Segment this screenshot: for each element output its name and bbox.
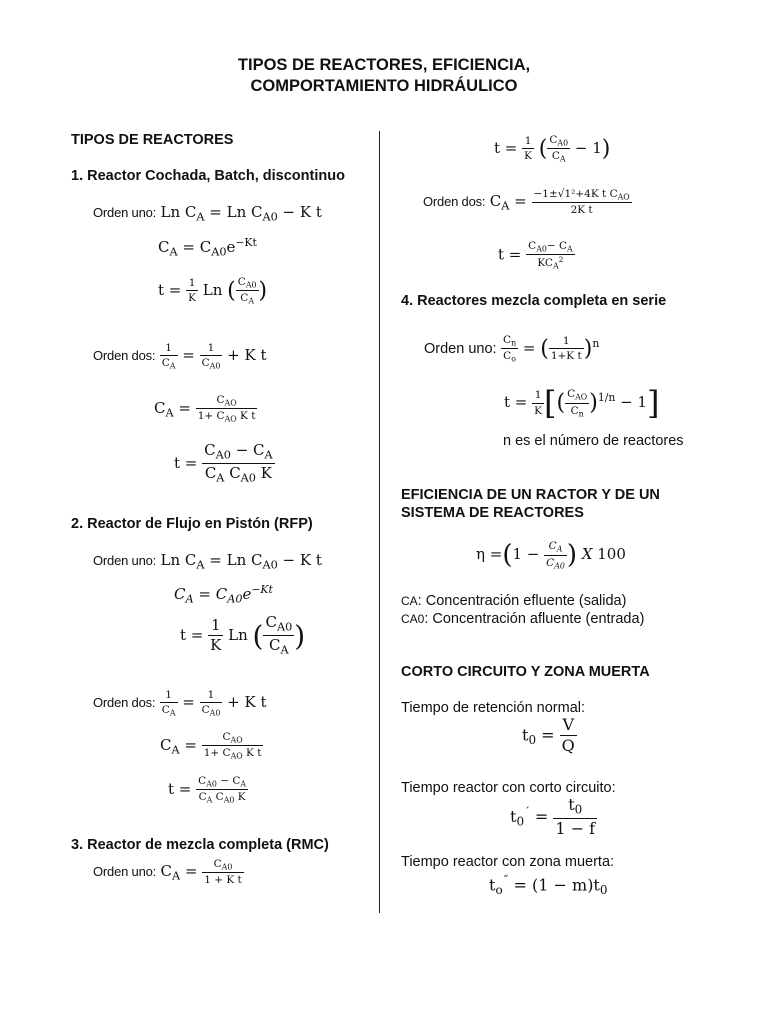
r1-eq-order2: Orden dos: $\frac{1}{C_A}$ = $\frac{1}{C_{A0}}$ + K t: [93, 342, 267, 371]
ca-definition: CA: Concentración efluente (salida): [401, 593, 627, 609]
r3-eq-order1: Orden uno: $C_A$ = $\frac{C_{A0}}{\text{1 + K t}}$: [93, 858, 242, 887]
label-orden-uno: Orden uno:: [424, 340, 497, 357]
eficiencia-heading: EFICIENCIA DE UN RACTOR Y DE UN SISTEMA DE REACTORES: [401, 487, 660, 521]
title-line-2: COMPORTAMIENTO HIDRÁULICO: [250, 77, 518, 95]
label-orden-dos: Orden dos:: [423, 194, 486, 210]
r2-eq-ca: $C_A = C_{A0}e^{-Kt}$: [174, 583, 273, 606]
label-orden-uno: Orden uno:: [93, 205, 157, 220]
tiempo-normal-eq: $t_0$ = $\frac{V}{Q}$: [522, 715, 575, 756]
tiempo-normal-label: Tiempo de retención normal:: [401, 700, 586, 716]
title-line-1: TIPOS DE REACTORES, EFICIENCIA,: [237, 56, 531, 74]
tiempo-muerta-eq: $t_o^˝ = (1 - m)t_0$: [489, 873, 608, 897]
r3-eq-order2: Orden dos: $C_A$ = $\frac{-1\pm√1^2+4K t C_{AO}}{\text{2K t}}$: [423, 188, 630, 217]
label-orden-dos: Orden dos:: [93, 348, 156, 364]
tiempo-corto-eq: $t_0^´$ = $\frac{t_0}{1 - f}$: [510, 795, 596, 839]
reactor-4-heading: 4. Reactores mezcla completa en serie: [401, 293, 667, 309]
corto-circuito-heading: CORTO CIRCUITO Y ZONA MUERTA: [401, 664, 650, 680]
r4-n-note: n es el número de reactores: [503, 433, 684, 449]
r3-eq-t2: t = $\frac{C_{A0}- C_A}{KC_A^2}$: [498, 240, 573, 271]
r2-eq-t2: t = $\frac{C_{A0} - C_A}{C_A C_{A0} K}$: [168, 775, 247, 805]
r1-eq-ca: $C_A = C_{A0}e^{-Kt}$: [158, 236, 257, 259]
ca0-definition: CA0: Concentración afluente (entrada): [401, 611, 645, 627]
r2-eq-order2: Orden dos: $\frac{1}{C_A}$ = $\frac{1}{C_{A0}}$ + K t: [93, 689, 267, 718]
r1-eq-t2: t = $\frac{C_{A0} - C_A}{C_A C_{A0} K}$: [174, 441, 273, 485]
column-divider: [379, 131, 380, 913]
r1-eq-order1: Orden uno: Ln $C_A = Ln$ $C_{A0} - K$ t: [93, 203, 322, 224]
r1-eq-ca2: $C_A$ = $\frac{C_{AO}}{1+ C_{AO} K t}$: [154, 394, 256, 424]
r2-eq-order1: Orden uno: Ln $C_A = Ln$ $C_{A0} - K$ t: [93, 551, 322, 572]
eficiencia-eq: η =(1 − $\frac{C_A}{C_{A0}}$ ) X 100: [476, 540, 626, 570]
label-orden-dos: Orden dos:: [93, 695, 156, 711]
r3-eq-t: t = $\frac{1}{K}$ ( $\frac{C_{A0}}{C_A}$ − 1): [494, 134, 611, 164]
page-title: [0, 56, 768, 96]
r4-eq-t: t = $\frac{1}{K}$ [( $\frac{C_{AO}}{C_n}$ )$^{1/n}$ − 1]: [504, 384, 660, 422]
label-orden-uno: Orden uno:: [93, 864, 157, 880]
tiempo-corto-label: Tiempo reactor con corto circuito:: [401, 780, 616, 796]
reactor-1-heading: 1. Reactor Cochada, Batch, discontinuo: [71, 168, 345, 184]
label-orden-uno: Orden uno:: [93, 553, 157, 568]
r1-eq-t: t = $\frac{1}{K}$ Ln ( $\frac{C_{A0}}{C_A}$ ): [158, 276, 268, 306]
reactor-3-heading: 3. Reactor de mezcla completa (RMC): [71, 837, 329, 853]
r4-eq-order1: Orden uno: $\frac{C_n}{C_o}$ = ( $\frac{1}{\text{1+K t}}$ )$^n$: [424, 334, 600, 364]
r2-eq-ca2: $C_A$ = $\frac{C_{AO}}{1+ C_{AO} K t}$: [160, 731, 262, 761]
reactor-2-heading: 2. Reactor de Flujo en Pistón (RFP): [71, 516, 313, 532]
r2-eq-t: t = $\frac{1}{K}$ Ln ( $\frac{C_{A0}}{C_A}$ ): [180, 613, 306, 657]
tiempo-muerta-label: Tiempo reactor con zona muerta:: [401, 854, 615, 870]
section-heading-tipos: TIPOS DE REACTORES: [71, 132, 234, 148]
